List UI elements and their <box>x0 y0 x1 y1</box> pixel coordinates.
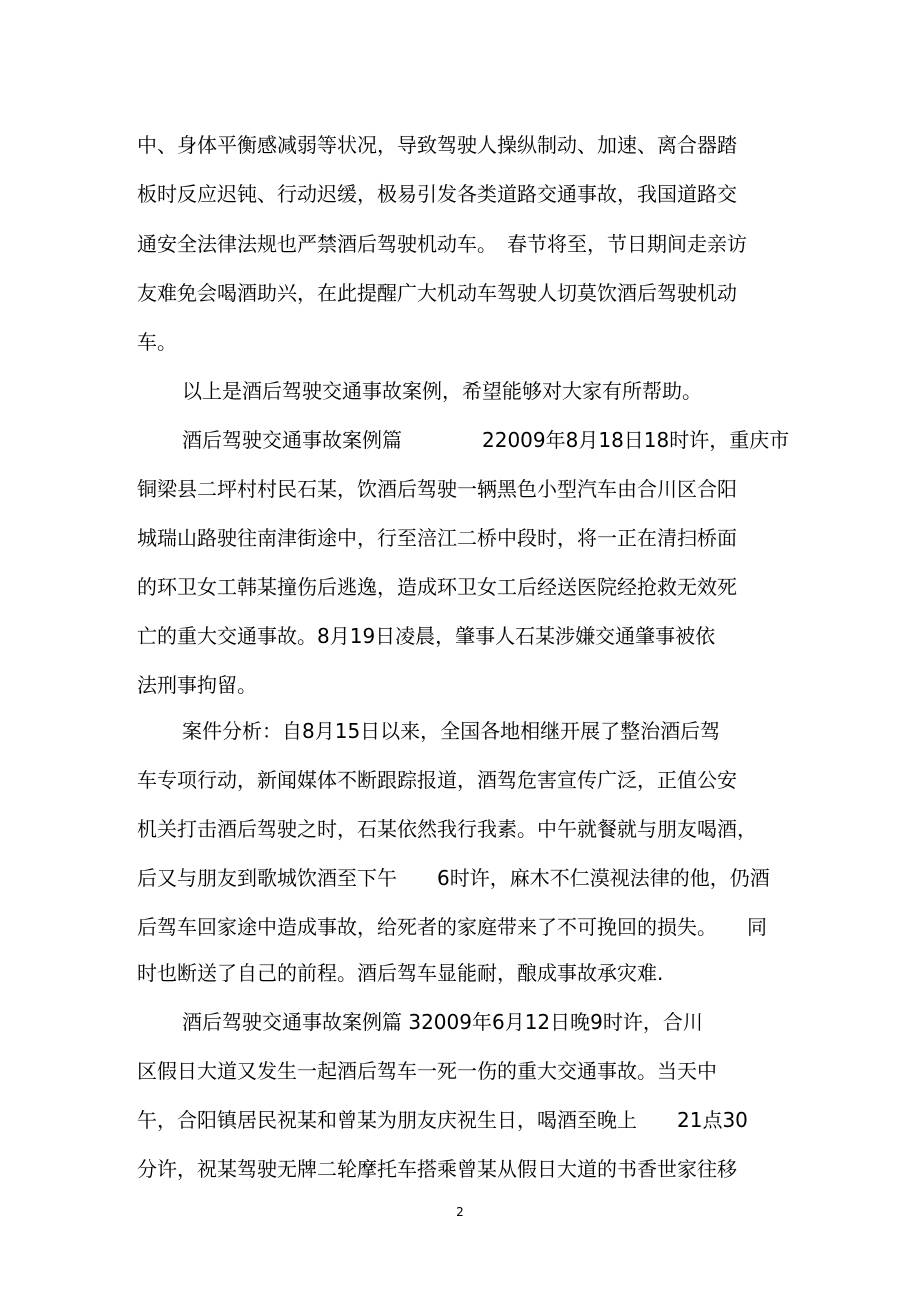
text-line: 午，合阳镇居民祝某和曾某为朋友庆祝生日，喝酒至晚上 21点30 <box>137 1108 748 1132</box>
text-line: 后又与朋友到歌城饮酒至下午 6时许，麻木不仁漠视法律的他，仍酒 <box>137 866 770 890</box>
text-line: 机关打击酒后驾驶之时，石某依然我行我素。中午就餐就与朋友喝酒， <box>137 817 757 841</box>
text-line: 酒后驾驶交通事故案例篇 32009年6月12日晚9时许，合川 <box>182 1010 703 1034</box>
text-line: 酒后驾驶交通事故案例篇 22009年8月18日18时许，重庆市 <box>182 428 790 452</box>
text-line: 通安全法律法规也严禁酒后驾驶机动车。 春节将至，节日期间走亲访 <box>137 232 747 256</box>
text-line: 分许，祝某驾驶无牌二轮摩托车搭乘曾某从假日大道的书香世家往移 <box>137 1157 737 1181</box>
text-line: 板时反应迟钝、行动迟缓，极易引发各类道路交通事故，我国道路交 <box>137 182 737 206</box>
text-line: 后驾车回家途中造成事故，给死者的家庭带来了不可挽回的损失。 同 <box>137 915 767 939</box>
text-line: 铜梁县二坪村村民石某，饮酒后驾驶一辆黑色小型汽车由合川区合阳 <box>137 477 737 501</box>
text-line: 城瑞山路驶往南津街途中，行至涪江二桥中段时，将一正在清扫桥面 <box>137 526 737 550</box>
text-line: 友难免会喝酒助兴，在此提醒广大机动车驾驶人切莫饮酒后驾驶机动 <box>137 281 737 305</box>
text-line: 的环卫女工韩某撞伤后逃逸，造成环卫女工后经送医院经抢救无效死 <box>137 575 737 599</box>
text-line: 车。 <box>137 330 177 354</box>
text-line: 案件分析：自8月15日以来，全国各地相继开展了整治酒后驾 <box>182 719 721 743</box>
text-line: 中、身体平衡感减弱等状况，导致驾驶人操纵制动、加速、离合器踏 <box>137 133 737 157</box>
text-line: 以上是酒后驾驶交通事故案例，希望能够对大家有所帮助。 <box>182 379 702 403</box>
page-number: 2 <box>456 1205 464 1219</box>
text-line: 时也断送了自己的前程。酒后驾车显能耐，酿成事故承灾难. <box>137 961 664 985</box>
text-line: 区假日大道又发生一起酒后驾车一死一伤的重大交通事故。当天中 <box>137 1059 717 1083</box>
text-line: 法刑事拘留。 <box>137 673 257 697</box>
text-line: 亡的重大交通事故。8月19日凌晨，肇事人石某涉嫌交通肇事被依 <box>137 624 716 648</box>
text-line: 车专项行动，新闻媒体不断跟踪报道，酒驾危害宣传广泛，正值公安 <box>137 768 737 792</box>
